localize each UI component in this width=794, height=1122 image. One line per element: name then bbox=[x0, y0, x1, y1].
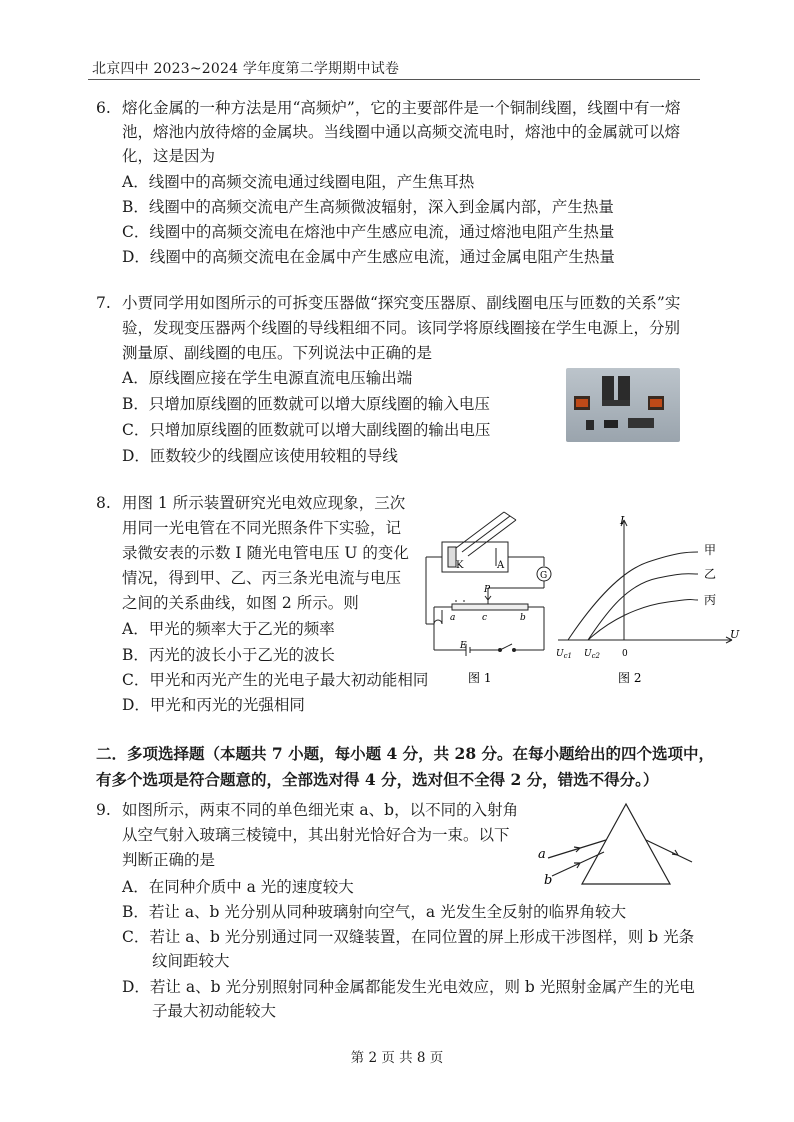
fig2-curve-yi: 乙 bbox=[704, 567, 717, 581]
page-header-title: 北京四中 2023~2024 学年度第二学期期中试卷 bbox=[92, 61, 400, 77]
fig2-axis-i: I bbox=[620, 514, 625, 527]
fig2-curve-bing: 丙 bbox=[704, 593, 717, 607]
fig1-label-k: K bbox=[456, 560, 464, 571]
q8-option-b: B．丙光的波长小于乙光的波长 bbox=[122, 646, 335, 664]
q9-option-b: B．若让 a、b 光分别从同种玻璃射向空气，a 光发生全反射的临界角较大 bbox=[122, 903, 627, 921]
prism-figure bbox=[534, 800, 714, 892]
figure2-iu-graph bbox=[548, 510, 748, 686]
q9-stem-line: 如图所示，两束不同的单色细光束 a、b，以不同的入射角 bbox=[122, 801, 519, 819]
q6-stem-line: 熔化金属的一种方法是用“高频炉”，它的主要部件是一个铜制线圈，线圈中有一熔 bbox=[122, 99, 681, 117]
q9-stem-line: 判断正确的是 bbox=[122, 851, 216, 869]
q7-number: 7. bbox=[96, 294, 111, 312]
fig1-label-a-end: a bbox=[450, 613, 456, 623]
q9-option-c-cont: 纹间距较大 bbox=[152, 952, 230, 970]
q6-number: 6. bbox=[96, 99, 111, 117]
transformer-photo bbox=[566, 368, 680, 442]
section2-title-line2: 有多个选项是符合题意的，全部选对得 4 分，选对但不全得 2 分，错选不得分。） bbox=[96, 770, 659, 789]
q7-stem-line: 测量原、副线圈的电压。下列说法中正确的是 bbox=[122, 344, 433, 362]
fig1-label-g: G bbox=[540, 571, 548, 581]
fig1-label-e: E bbox=[460, 641, 467, 651]
q6-stem-line: 化，这是因为 bbox=[122, 147, 216, 165]
fig1-label-p: P bbox=[484, 585, 491, 595]
q8-number: 8. bbox=[96, 494, 111, 512]
section2-title-line1: 二．多项选择题（本题共 7 小题，每小题 4 分，共 28 分。在每小题给出的四个选项中， bbox=[96, 744, 715, 763]
q8-stem-line: 录微安表的示数 I 随光电管电压 U 的变化 bbox=[122, 544, 409, 562]
fig2-curve-jia: 甲 bbox=[704, 543, 717, 557]
fig2-uc2-label bbox=[584, 649, 601, 660]
q8-stem-line: 用图 1 所示装置研究光电效应现象，三次 bbox=[122, 494, 406, 512]
page-footer: 第 2 页 共 8 页 bbox=[350, 1050, 444, 1066]
q9-option-a: A．在同种介质中 a 光的速度较大 bbox=[122, 878, 354, 896]
fig1-label-a: A bbox=[497, 560, 505, 571]
fig1-label-c: c bbox=[482, 613, 488, 623]
figure1-caption: 图 1 bbox=[468, 671, 492, 685]
q8-option-d: D．甲光和丙光的光强相同 bbox=[122, 696, 305, 714]
q6-option-b: B．线圈中的高频交流电产生高频微波辐射，深入到金属内部，产生热量 bbox=[122, 198, 614, 216]
q6-option-d: D．线圈中的高频交流电在金属中产生感应电流，通过金属电阻产生热量 bbox=[122, 248, 615, 266]
figure2-caption: 图 2 bbox=[618, 671, 642, 685]
q8-option-a: A．甲光的频率大于乙光的频率 bbox=[122, 620, 335, 638]
q9-stem-line: 从空气射入玻璃三棱镜中，其出射光恰好合为一束。以下 bbox=[122, 826, 510, 844]
q7-option-d: D．匝数较少的线圈应该使用较粗的导线 bbox=[122, 447, 398, 465]
fig2-uc2-u: U bbox=[584, 649, 592, 659]
q6-stem-line: 池，熔池内放待熔的金属块。当线圈中通以高频交流电时，熔池中的金属就可以熔 bbox=[122, 123, 681, 141]
header-divider bbox=[88, 79, 700, 80]
q8-stem-line: 情况，得到甲、乙、丙三条光电流与电压 bbox=[122, 569, 402, 587]
q7-option-b: B．只增加原线圈的匝数就可以增大原线圈的输入电压 bbox=[122, 395, 490, 413]
prism-ray-b: b bbox=[544, 873, 553, 888]
q6-option-c: C．线圈中的高频交流电在熔池中产生感应电流，通过熔池电阻产生热量 bbox=[122, 223, 615, 241]
q8-option-c: C．甲光和丙光产生的光电子最大初动能相同 bbox=[122, 671, 429, 689]
fig2-uc1-u: U bbox=[556, 649, 564, 659]
fig2-uc1-sub: c1 bbox=[563, 652, 572, 660]
q9-option-c: C．若让 a、b 光分别通过同一双缝装置，在同位置的屏上形成干涉图样，则 b 光条 bbox=[122, 928, 695, 946]
prism-ray-a: a bbox=[538, 847, 546, 862]
q7-option-c: C．只增加原线圈的匝数就可以增大副线圈的输出电压 bbox=[122, 421, 491, 439]
q7-option-a: A．原线圈应接在学生电源直流电压输出端 bbox=[122, 369, 413, 387]
q9-number: 9. bbox=[96, 801, 111, 819]
q9-option-d: D．若让 a、b 光分别照射同种金属都能发生光电效应，则 b 光照射金属产生的光电 bbox=[122, 978, 695, 996]
q6-option-a: A．线圈中的高频交流电通过线圈电阻，产生焦耳热 bbox=[122, 173, 475, 191]
figure1-circuit bbox=[404, 500, 564, 690]
q8-stem-line: 之间的关系曲线，如图 2 所示。则 bbox=[122, 594, 359, 612]
fig2-uc1-label bbox=[556, 649, 572, 660]
q7-stem-line: 验，发现变压器两个线圈的导线粗细不同。该同学将原线圈接在学生电源上，分别 bbox=[122, 319, 681, 337]
fig2-origin-label: 0 bbox=[622, 649, 628, 659]
fig1-label-b: b bbox=[520, 613, 526, 623]
fig2-axis-u: U bbox=[730, 628, 740, 641]
fig2-uc2-sub: c2 bbox=[591, 652, 600, 660]
q8-stem-line: 用同一光电管在不同光照条件下实验，记 bbox=[122, 519, 402, 537]
q7-stem-line: 小贾同学用如图所示的可拆变压器做“探究变压器原、副线圈电压与匝数的关系”实 bbox=[122, 294, 681, 312]
q9-option-d-cont: 子最大初动能较大 bbox=[152, 1002, 277, 1020]
